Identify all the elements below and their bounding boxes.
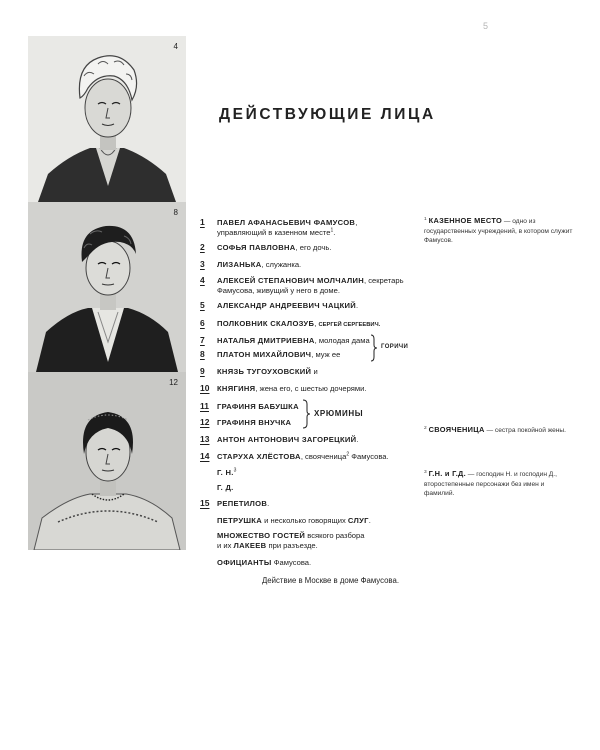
character-desc: и: [311, 367, 318, 376]
footnote-1: [424, 216, 574, 246]
footnote-marker: 1: [424, 216, 427, 222]
character-desc-line2: Фамусова, живущий у него в доме.: [217, 285, 340, 295]
portrait-khlyostova-drawing: [28, 372, 186, 550]
character-desc-end: Фамусова.: [349, 452, 389, 461]
character-name-2: СЛУГ: [347, 516, 369, 525]
character-name: ГРАФИНЯ БАБУШКА: [217, 402, 299, 411]
portrait-famusov-drawing: [28, 36, 186, 202]
portrait-khlyostova: [28, 372, 186, 550]
character-name: СОФЬЯ ПАВЛОВНА: [217, 243, 296, 252]
character-name: РЕПЕТИЛОВ: [217, 499, 268, 508]
footnote-3: [424, 469, 574, 499]
footnote-term: СВОЯЧЕНИЦА: [428, 425, 485, 434]
footnote-marker: 3: [424, 469, 427, 475]
group-label-khryuminy: ХРЮМИНЫ: [314, 409, 364, 418]
portrait-chatsky: [28, 202, 186, 372]
footnote-text: — одно из государственных учреждений, в котором служит Фамусов.: [424, 218, 573, 244]
character-number: 1: [200, 217, 205, 227]
footnote-marker: 1: [330, 227, 334, 234]
character-desc: ,: [314, 319, 317, 328]
character-number: 10: [200, 383, 210, 393]
character-desc: и несколько говорящих: [262, 516, 348, 525]
footnote-text: — сестра покойной жены.: [484, 427, 567, 434]
character-name: АНТОН АНТОНОВИЧ ЗАГОРЕЦКИЙ: [217, 435, 357, 444]
character-desc: , жена его, с шестью дочерями.: [255, 384, 367, 393]
character-desc-2: .: [368, 516, 371, 525]
character-name: ОФИЦИАНТЫ: [217, 558, 272, 567]
character-number: 8: [200, 349, 205, 359]
character-name: МНОЖЕСТВО ГОСТЕЙ: [217, 531, 306, 540]
character-name: КНЯГИНЯ: [217, 384, 256, 393]
character-name-2: ЛАКЕЕВ: [233, 540, 267, 550]
portrait-column: [28, 36, 186, 550]
character-name: ПАВЕЛ АФАНАСЬЕВИЧ ФАМУСОВ: [217, 218, 356, 227]
character-number: 3: [200, 259, 205, 269]
portrait-number: 4: [173, 42, 178, 51]
page-number: 5: [483, 21, 489, 31]
character-desc: ,: [355, 218, 358, 227]
character-desc: всякого разбора: [305, 531, 365, 540]
character-desc: .: [356, 435, 359, 444]
character-desc: , секретарь: [364, 276, 404, 285]
character-name: ПЛАТОН МИХАЙЛОВИЧ: [217, 350, 312, 359]
character-desc: .: [267, 499, 270, 508]
character-desc: , его дочь.: [295, 243, 332, 252]
brace-icon: [370, 334, 378, 362]
character-desc-line2: и их: [217, 540, 234, 550]
character-number: 13: [200, 434, 210, 444]
character-number: 15: [200, 498, 210, 508]
character-number: 7: [200, 335, 205, 345]
character-small: СЕРГЕЙ СЕРГЕЕВИЧ.: [318, 322, 381, 328]
portrait-chatsky-drawing: [28, 202, 186, 372]
footnote-marker: 2: [424, 425, 427, 431]
footnote-marker: 3: [233, 467, 237, 474]
character-name: ЛИЗАНЬКА: [217, 260, 262, 269]
character-number: 2: [200, 242, 205, 252]
character-desc: .: [356, 301, 359, 310]
character-name: СТАРУХА ХЛЁСТОВА: [217, 452, 301, 461]
character-number: 4: [200, 275, 205, 285]
portrait-number: 12: [169, 378, 178, 387]
footnote-term: КАЗЕННОЕ МЕСТО: [428, 216, 503, 225]
character-desc-line2-end: при разъезде.: [266, 540, 318, 550]
character-desc-end: .: [333, 227, 336, 237]
footnote-2: [424, 425, 574, 436]
character-name: Г. Д.: [217, 483, 234, 492]
character-number: 11: [200, 401, 209, 411]
footnote-text: — господин Н. и господин Д., второстепенные персонажи без имен и фамилий.: [424, 471, 557, 497]
character-name: КНЯЗЬ ТУГОУХОВСКИЙ: [217, 367, 312, 376]
footnote-term: Г.Н. и Г.Д.: [428, 469, 466, 478]
character-name: ГРАФИНЯ ВНУЧКА: [217, 418, 292, 427]
character-name: Г. Н.: [217, 468, 234, 477]
portrait-famusov: [28, 36, 186, 202]
character-desc: Фамусова.: [271, 558, 312, 567]
character-desc: , муж ее: [311, 350, 341, 359]
character-number: 9: [200, 366, 205, 376]
character-name: ПЕТРУШКА: [217, 516, 262, 525]
brace-icon: [302, 399, 311, 429]
character-desc: , молодая дама: [314, 336, 370, 345]
page-title: ДЕЙСТВУЮЩИЕ ЛИЦА: [219, 106, 436, 123]
group-label-gorichi: ГОРИЧИ: [381, 344, 409, 350]
footnote-marker: 2: [346, 451, 350, 458]
setting-line: Действие в Москве в доме Фамусова.: [262, 576, 399, 585]
character-desc-line2: управляющий в казенном месте: [217, 227, 331, 237]
character-number: 6: [200, 318, 205, 328]
character-name: НАТАЛЬЯ ДМИТРИЕВНА: [217, 336, 315, 345]
character-number: 5: [200, 300, 205, 310]
character-name: АЛЕКСАНДР АНДРЕЕВИЧ ЧАЦКИЙ: [217, 301, 357, 310]
portrait-number: 8: [173, 208, 178, 217]
character-desc: , свояченица: [300, 452, 347, 461]
character-name: АЛЕКСЕЙ СТЕПАНОВИЧ МОЛЧАЛИН: [217, 276, 364, 285]
character-number: 14: [200, 451, 210, 461]
character-name: ПОЛКОВНИК СКАЛОЗУБ: [217, 319, 315, 328]
character-number: 12: [200, 417, 210, 427]
character-desc: , служанка.: [261, 260, 302, 269]
